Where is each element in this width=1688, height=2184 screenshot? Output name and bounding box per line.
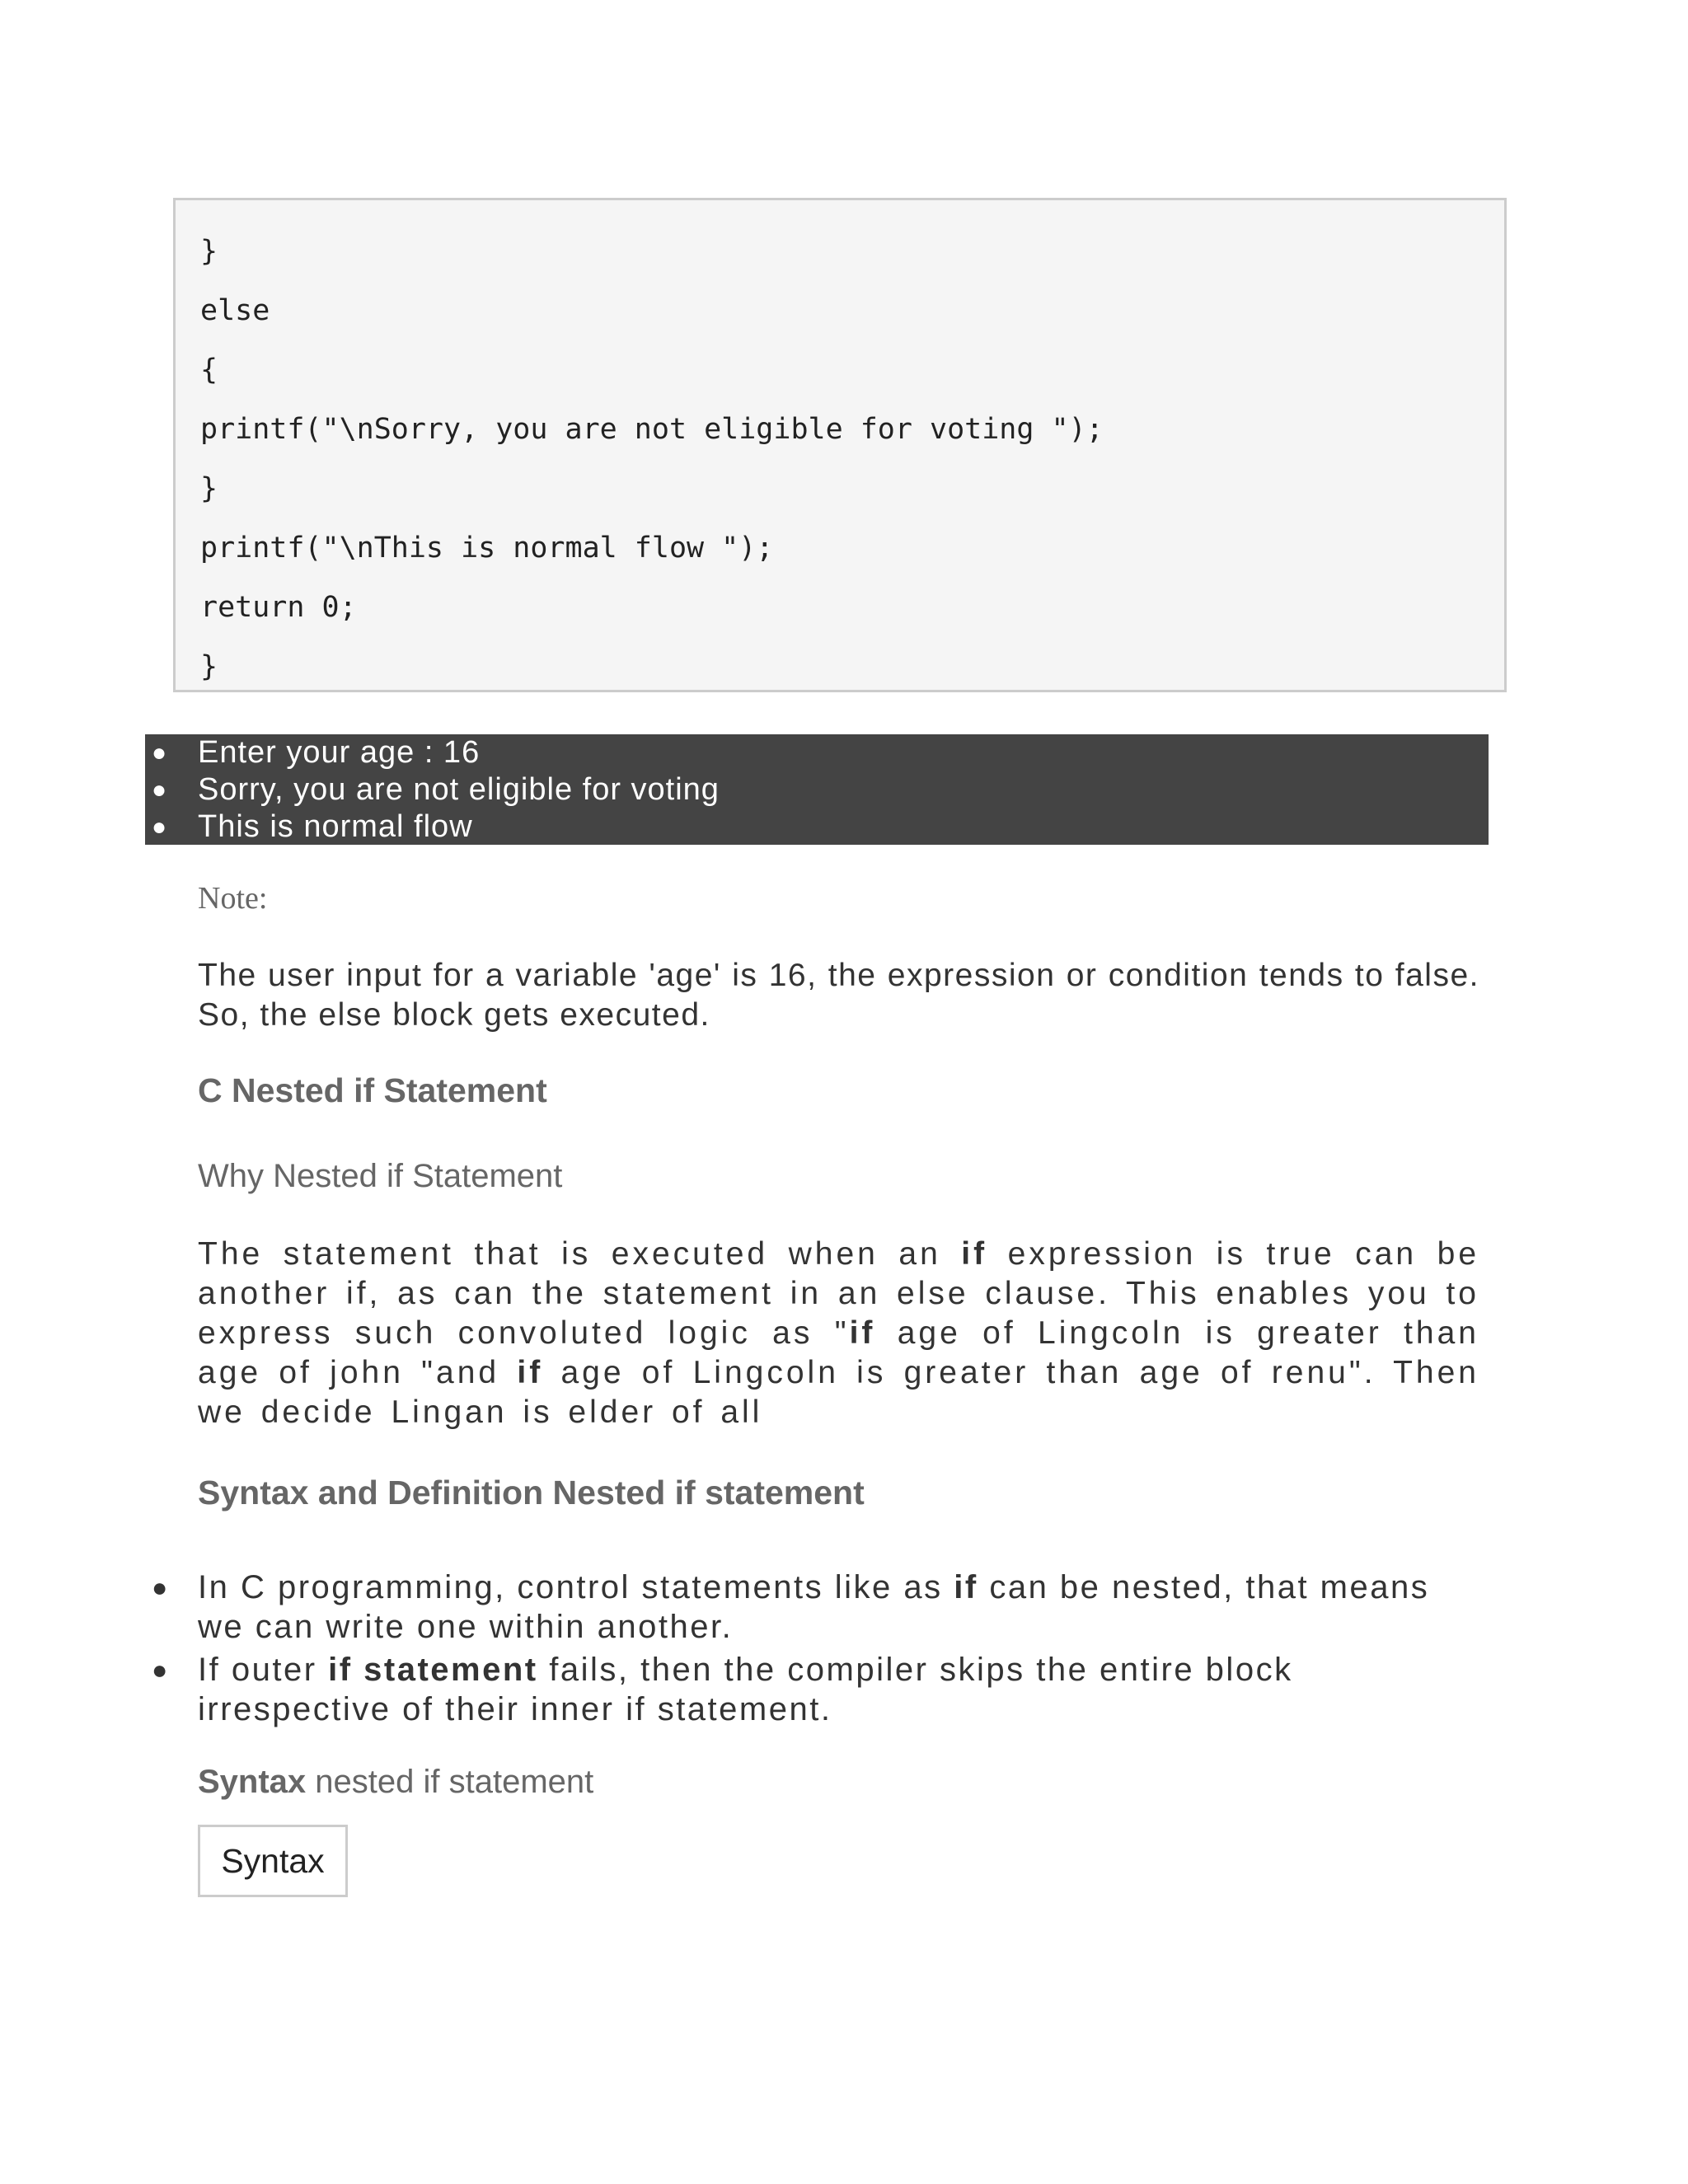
bullet-icon: ● [152,813,168,841]
note-label: Note: [198,881,268,916]
syntax-button[interactable]: Syntax [198,1825,348,1897]
section-heading-nested-if: C Nested if Statement [198,1071,547,1109]
output-line-text: Sorry, you are not eligible for voting [198,772,720,807]
code-line: } [200,650,218,683]
output-line [145,734,1489,771]
code-line: printf("\nThis is normal flow "); [200,532,774,565]
code-line: printf("\nSorry, you are not eligible for voting "); [200,413,1104,446]
code-line: else [200,294,270,327]
subheading-why-nested-if: Why Nested if Statement [198,1158,563,1194]
bullet-icon: ● [152,776,168,804]
code-line: return 0; [200,591,357,624]
output-line-text: Enter your age : 16 [198,735,481,770]
program-output [145,734,1489,845]
bullet-icon: ● [152,1572,170,1602]
output-line [145,771,1489,808]
code-line: } [200,235,218,268]
code-line: } [200,472,218,505]
list-item: ● If outer if statement fails, then the compiler skips the entire block irrespective of their inner if statement. [152,1652,1293,1727]
section-heading-syntax-definition: Syntax and Definition Nested if statement [198,1474,865,1511]
output-line-text: This is normal flow [198,809,473,844]
why-nested-paragraph: The statement that is executed when an if expression is true can be another if, as can the statement in an else clause. This enables you to express such convoluted logic as "if age of Lingcoln is greater than age of john "and if age of Lingcoln is greater than age of renu". Then we decide Lingan is elder of all [198,1236,1480,1430]
note-paragraph: The user input for a variable 'age' is 16, the expression or condition tends to false. So, the else block gets executed. [198,958,1479,1033]
code-block [173,198,1507,692]
code-line: { [200,354,218,387]
list-item: ● In C programming, control statements like as if can be nested, that means we can write one within another. [152,1569,1430,1645]
output-line [145,808,1489,846]
bullet-icon: ● [152,1655,170,1685]
syntax-label: Syntax nested if statement [198,1764,594,1800]
bullet-icon: ● [152,739,168,766]
definition-list [145,1568,1480,1732]
